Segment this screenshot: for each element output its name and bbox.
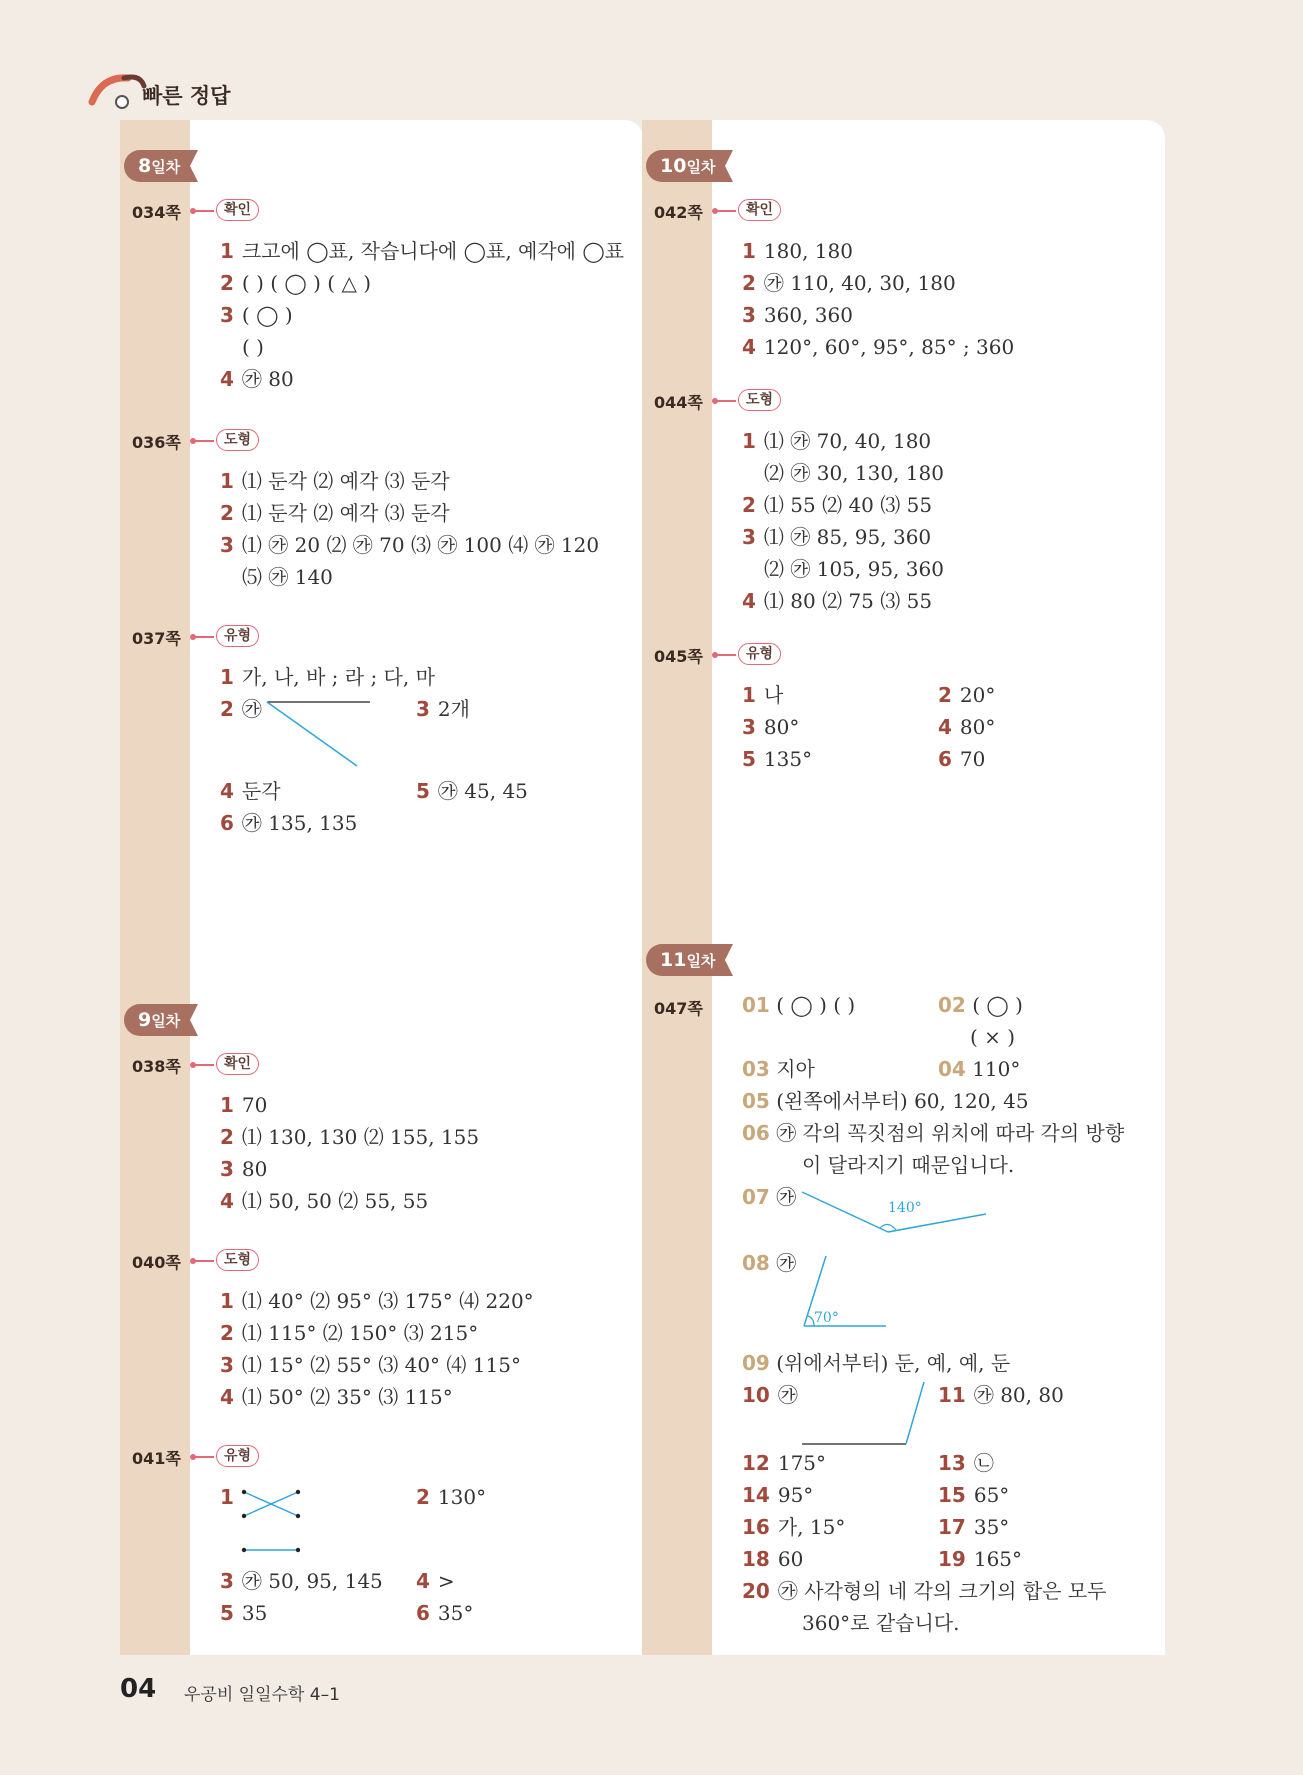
answer-line: 4 120°, 60°, 95°, 85° ; 360 xyxy=(742,335,1015,359)
answer-line: 18 60 xyxy=(742,1547,804,1571)
answer-line: 2 ㉮ xyxy=(220,697,262,721)
right-panel xyxy=(642,120,1165,1655)
answer-line: 3 80 xyxy=(220,1157,268,1181)
answer-line: 3 ⑴ 15° ⑵ 55° ⑶ 40° ⑷ 115° xyxy=(220,1353,521,1377)
tag-type: 유형 xyxy=(216,625,259,647)
answer-line: 4 ⑴ 80 ⑵ 75 ⑶ 55 xyxy=(742,589,933,613)
answer-line: 05 (왼쪽에서부터) 60, 120, 45 xyxy=(742,1089,1029,1113)
answer-line: ⑵ ㉮ 105, 95, 360 xyxy=(764,557,944,581)
page-label-041: 041쪽 xyxy=(132,1449,181,1468)
tag-shape: 도형 xyxy=(738,389,781,411)
answer-line: 4 ⑴ 50, 50 ⑵ 55, 55 xyxy=(220,1189,429,1213)
answer-line: 1 xyxy=(220,1485,234,1509)
answer-line: 08 ㉮ xyxy=(742,1251,797,1275)
answer-line: 6 70 xyxy=(938,747,986,771)
angle-140-label: 140° xyxy=(888,1200,922,1216)
answer-line: 20 ㉮ 사각형의 네 각의 크기의 합은 모두 xyxy=(742,1579,1107,1603)
answer-line: 02 ( ◯ ) xyxy=(938,993,1023,1017)
page-header-title: 빠른 정답 xyxy=(142,84,231,108)
page-label-042: 042쪽 xyxy=(654,203,703,222)
answer-line: 360°로 같습니다. xyxy=(802,1611,960,1635)
answer-line: 06 ㉮ 각의 꼭짓점의 위치에 따라 각의 방향 xyxy=(742,1121,1125,1145)
tag-confirm: 확인 xyxy=(216,199,259,221)
tag-shape: 도형 xyxy=(216,1249,259,1271)
answer-line: 07 ㉮ xyxy=(742,1185,797,1209)
answer-line: 2 ⑴ 130, 130 ⑵ 155, 155 xyxy=(220,1125,480,1149)
page-label-047: 047쪽 xyxy=(654,999,703,1018)
answer-line: 3 ⑴ ㉮ 85, 95, 360 xyxy=(742,525,932,549)
answer-line: 4 > xyxy=(416,1569,455,1593)
answer-line: 1 ⑴ ㉮ 70, 40, 180 xyxy=(742,429,932,453)
answer-line: 12 175° xyxy=(742,1451,827,1475)
answer-line: 13 ㉡ xyxy=(938,1451,994,1475)
answer-line: 4 둔각 xyxy=(220,779,281,803)
answer-line: 04 110° xyxy=(938,1057,1021,1081)
answer-line: 2 ( ) ( ◯ ) ( △ ) xyxy=(220,271,372,295)
page-number: 04 xyxy=(120,1674,157,1704)
answer-line: 5 35 xyxy=(220,1601,268,1625)
angle-drawing-2 xyxy=(265,700,375,770)
answer-line: 1 ⑴ 40° ⑵ 95° ⑶ 175° ⑷ 220° xyxy=(220,1289,534,1313)
answer-line: 1 나 xyxy=(742,683,784,707)
day11-badge: 11일차 xyxy=(646,944,725,976)
answer-line: 5 135° xyxy=(742,747,813,771)
angle-70-label: 70° xyxy=(814,1310,839,1326)
answer-line: ( × ) xyxy=(970,1025,1016,1049)
answer-line: 1 180, 180 xyxy=(742,239,853,263)
answer-line: 2 ⑴ 55 ⑵ 40 ⑶ 55 xyxy=(742,493,933,517)
answer-line: 3 ⑴ ㉮ 20 ⑵ ㉮ 70 ⑶ ㉮ 100 ⑷ ㉮ 120 xyxy=(220,533,600,557)
left-strip xyxy=(120,120,190,1655)
answer-line: 14 95° xyxy=(742,1483,814,1507)
answer-line: 3 ㉮ 50, 95, 145 xyxy=(220,1569,383,1593)
tag-type: 유형 xyxy=(216,1445,259,1467)
tag-shape: 도형 xyxy=(216,429,259,451)
answer-line: 4 ⑴ 50° ⑵ 35° ⑶ 115° xyxy=(220,1385,453,1409)
left-panel xyxy=(120,120,643,1655)
answer-line: 1 ⑴ 둔각 ⑵ 예각 ⑶ 둔각 xyxy=(220,469,450,493)
answer-line: 4 ㉮ 80 xyxy=(220,367,294,391)
answer-line: 6 ㉮ 135, 135 xyxy=(220,811,358,835)
answer-line: 4 80° xyxy=(938,715,996,739)
answer-line: ⑵ ㉮ 30, 130, 180 xyxy=(764,461,944,485)
page-label-037: 037쪽 xyxy=(132,629,181,648)
answer-line: 3 80° xyxy=(742,715,800,739)
answer-line: 2 130° xyxy=(416,1485,487,1509)
page-label-038: 038쪽 xyxy=(132,1057,181,1076)
day10-badge: 10일차 xyxy=(646,150,725,182)
answer-line: 2 ㉮ 110, 40, 30, 180 xyxy=(742,271,956,295)
page-label-036: 036쪽 xyxy=(132,433,181,452)
answer-line: 1 가, 나, 바 ; 라 ; 다, 마 xyxy=(220,665,435,689)
answer-line: 3 ( ◯ ) xyxy=(220,303,293,327)
angle-70-drawing xyxy=(800,1254,890,1330)
answer-line: 이 달라지기 때문입니다. xyxy=(802,1153,1015,1177)
answer-line: 01 ( ◯ ) ( ) xyxy=(742,993,856,1017)
answer-line: ⑸ ㉮ 140 xyxy=(242,565,333,589)
dot-matching-drawing xyxy=(242,1490,302,1556)
answer-line: 2 20° xyxy=(938,683,996,707)
page-label-045: 045쪽 xyxy=(654,647,703,666)
answer-line: 16 가, 15° xyxy=(742,1515,846,1539)
answer-line: 2 ⑴ 115° ⑵ 150° ⑶ 215° xyxy=(220,1321,479,1345)
answer-line: 10 ㉮ xyxy=(742,1383,798,1407)
tag-type: 유형 xyxy=(738,643,781,665)
book-title: 우공비 일일수학 4–1 xyxy=(184,1685,340,1705)
answer-line: 19 165° xyxy=(938,1547,1023,1571)
angle-drawing-10 xyxy=(800,1378,930,1448)
answer-line: 03 지아 xyxy=(742,1057,815,1081)
answer-line: 09 (위에서부터) 둔, 예, 예, 둔 xyxy=(742,1351,1011,1375)
tag-confirm: 확인 xyxy=(216,1053,259,1075)
answer-line: 15 65° xyxy=(938,1483,1010,1507)
tag-confirm: 확인 xyxy=(738,199,781,221)
answer-line: 2 ⑴ 둔각 ⑵ 예각 ⑶ 둔각 xyxy=(220,501,450,525)
answer-line: 3 360, 360 xyxy=(742,303,853,327)
right-strip xyxy=(642,120,712,1655)
answer-line: 1 크고에 ◯표, 작습니다에 ◯표, 예각에 ◯표 xyxy=(220,239,625,263)
answer-line: 6 35° xyxy=(416,1601,474,1625)
answer-line: 17 35° xyxy=(938,1515,1010,1539)
day9-badge: 9일차 xyxy=(124,1004,190,1036)
header-ribbon-icon xyxy=(88,66,148,110)
page-label-040: 040쪽 xyxy=(132,1253,181,1272)
answer-line: 5 ㉮ 45, 45 xyxy=(416,779,528,803)
day8-badge: 8일차 xyxy=(124,150,190,182)
angle-140-drawing xyxy=(800,1190,1000,1240)
answer-line: 1 70 xyxy=(220,1093,268,1117)
answer-line: 3 2개 xyxy=(416,697,470,721)
page-label-044: 044쪽 xyxy=(654,393,703,412)
answer-line: 11 ㉮ 80, 80 xyxy=(938,1383,1064,1407)
answer-line: ( ) xyxy=(242,335,264,359)
page-label-034: 034쪽 xyxy=(132,203,181,222)
